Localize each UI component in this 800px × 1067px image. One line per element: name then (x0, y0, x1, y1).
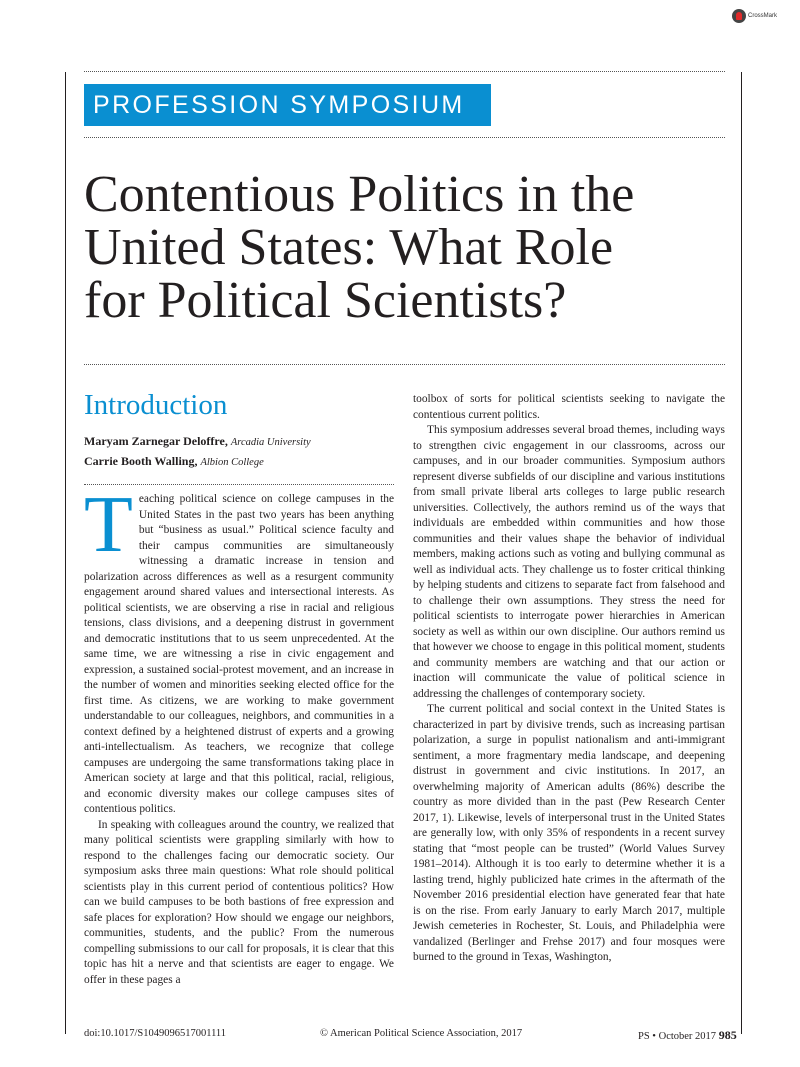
title-line-2: United States: What Role (84, 219, 614, 276)
right-column (413, 392, 725, 966)
title-line-1: Contentious Politics in the (84, 166, 635, 223)
left-paragraph-1 (84, 481, 394, 818)
crossmark-badge[interactable] (732, 9, 777, 23)
title-dotted-divider (84, 364, 725, 365)
banner-label: PROFESSION SYMPOSIUM (93, 91, 465, 119)
drop-cap: T (84, 481, 133, 569)
right-paragraph-1: toolbox of sorts for political scientists seeking to navigate the contentious current politics. (413, 393, 725, 421)
crossmark-icon (732, 9, 746, 23)
left-column (84, 481, 394, 988)
top-dotted-divider (84, 71, 725, 72)
author-1-name: Maryam Zarnegar Deloffre, (84, 434, 228, 448)
author-2 (84, 452, 311, 472)
crossmark-label: CrossMark (748, 13, 778, 19)
footer-issue-label: PS • October 2017 (638, 1031, 717, 1042)
footer-copyright: © American Political Science Association, 2017 (320, 1028, 523, 1039)
right-paragraph-3: The current political and social context in the United States is characterized in part by divisive trends, such as increasing partisan polarization, a surge in populist nationalism and anti-immigrant sentiment, a more fragmentary media landscape, and deepening distrust in government and civic institutions. In 2017, an overwhelming majority of American adults (86%) describe the country as more divided than in the past (Pew Research Center 2017, 1). Likewise, levels of interpersonal trust in the United States are generally low, with only 35% of respondents in a recent survey stating that “most people can be trusted” (World Values Survey 1981–2014). Although it is too early to determine whether it is a lasting trend, highly publicized hate crimes in the aftermath of the November 2016 presidential election have generated fear that hate is on the rise. From early January to early March 2017, multiple Jewish cemeteries in Rochester, St. Louis, and Philadelphia were vandalized (Berlinger and Frehse 2017) and four mosques were burned to the ground in Texas, Washington, (413, 703, 725, 963)
left-paragraph-1-text: eaching political science on college campuses in the United States in the past two years has been anything but “business as usual.” Political science faculty and their campus communities are simultaneously witnessing a dramatic increase in tension and polarization across differences as well as a resurgent community engagement around shared values and intersectional interests. As political scientists, we are observing a rise in racial and religious tensions, class divisions, and a deepening distrust in government and democratic institutions that to us seem unprecedented. At the same time, we are witnessing a rise in civic engagement and expression, a sustained social-protest movement, and an increase in the number of women and minorities seeking elected office for the first time. As citizens, we are working to make government understandable to our colleagues, neighbors, and communities in a context defined by a heightened distrust of experts and a growing anti-intellectualism. As teachers, we recognize that college campuses are undergoing the same transformations taking place in American society at large and that this political, racial, religious, and economic diversity makes our college campuses sites of contentious politics. (84, 493, 394, 815)
right-paragraph-2: This symposium addresses several broad themes, including ways to strengthen civic engagement in our classrooms, across our campuses, and in our broader communities. Symposium authors represent diverse subfields of our discipline and various institutions from small private liberal arts colleges to large public research universities. Collectively, the authors remind us of the ways that individuals are embedded within communities and how those communities and their values shape the behavior of individual members, making actions such as voting and bullying communal as well as individual acts. They challenge us to foster critical thinking by helping students and citizens to separate fact from falsehood and to challenge their own assumptions. They stress the need for political scientists to interrogate power hierarchies in American society as well as within our own discipline. Our authors remind us that however we choose to engage in this political moment, students and community members are watching and that our action or inaction will communicate the value of political science in addressing the challenges of contemporary society. (413, 424, 725, 700)
section-heading: Introduction (84, 389, 228, 421)
page-number: 985 (718, 1028, 737, 1042)
author-2-affiliation: Albion College (200, 457, 264, 468)
author-1-affiliation: Arcadia University (230, 437, 311, 448)
author-2-name: Carrie Booth Walling, (84, 454, 198, 468)
author-1 (84, 432, 311, 452)
footer-issue (638, 1028, 737, 1043)
footer-doi[interactable]: doi:10.1017/S1049096517001111 (84, 1028, 227, 1039)
author-list (84, 432, 311, 472)
left-paragraph-2: In speaking with colleagues around the country, we realized that many political scientists were grappling similarly with how to respond to the challenges facing our democratic society. Our symposium asks three main questions: What role should political scientists play in this current period of contentious politics? How can we build campuses to be both bastions of free expression and safe places for exploration? How should we engage our neighbors, communities, students, and the public? From the numerous compelling submissions to our call for proposals, it is clear that this topic has hit a nerve and that scientists are eager to engage. We offer in these pages a (84, 818, 394, 986)
left-margin-rule (65, 72, 66, 1034)
title-line-3: for Political Scientists? (84, 272, 567, 329)
banner-dotted-divider (84, 137, 725, 138)
article-title (84, 168, 744, 327)
section-banner (84, 84, 491, 126)
